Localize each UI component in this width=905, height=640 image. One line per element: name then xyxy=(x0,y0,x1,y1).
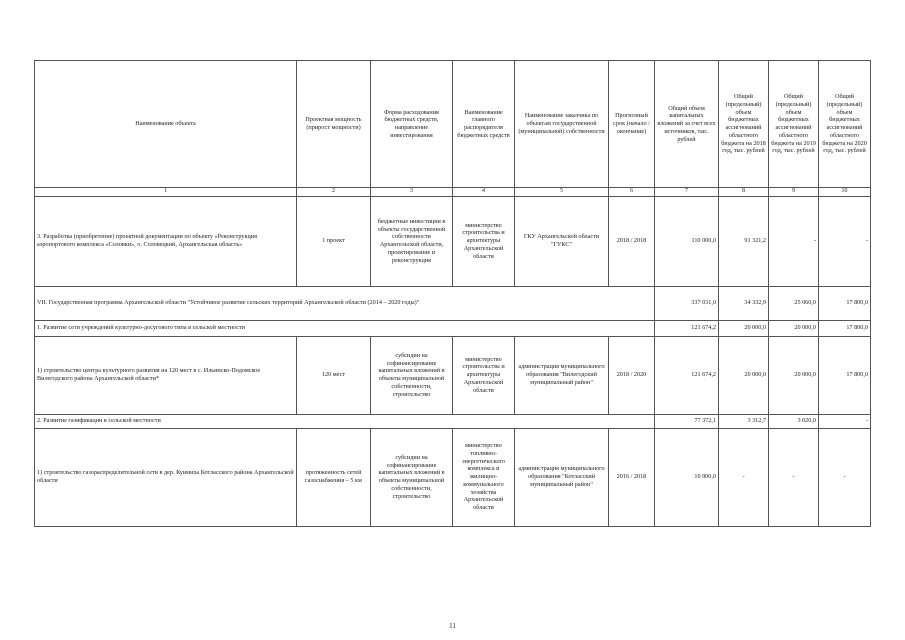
object-2018: 20 000,0 xyxy=(719,336,769,414)
header-total: Общий объем капитальных вложений за счет всех источников, тыс. рублей xyxy=(655,61,719,188)
object-2020: - xyxy=(819,196,871,286)
culture-2020: 17 800,0 xyxy=(819,320,871,336)
object-2018: - xyxy=(719,428,769,526)
header-2018: Общий (предельный) объем бюджетных ассигнований областного бюджета на 2018 год, тыс. рублей xyxy=(719,61,769,188)
program-2020: 17 800,0 xyxy=(819,286,871,320)
column-number: 4 xyxy=(453,188,515,197)
object-total: 110 000,0 xyxy=(655,196,719,286)
object-recipient: министерство строительства и архитектуры Архангельской области xyxy=(453,336,515,414)
program-2018: 34 332,9 xyxy=(719,286,769,320)
gas-total: 77 372,1 xyxy=(655,414,719,428)
object-recipient: министерство строительства и архитектуры Архангельской области xyxy=(453,196,515,286)
object-customer: администрация муниципального образования "Котласский муниципальный район" xyxy=(515,428,609,526)
culture-section-name: 1. Развитие сети учреждений культурно-досугового типа в сельской местности xyxy=(35,320,655,336)
page-number: 11 xyxy=(449,622,456,630)
object-capacity: протяженность сетей газоснабжения – 5 км xyxy=(297,428,371,526)
header-capacity: Проектная мощность (прирост мощности) xyxy=(297,61,371,188)
header-2020: Общий (предельный) объем бюджетных ассигнований областного бюджета на 2020 год, тыс. рублей xyxy=(819,61,871,188)
column-number: 1 xyxy=(35,188,297,197)
object-recipient: министерство топливно-энергетического комплекса и жилищно-коммунального хозяйства Архангельской области xyxy=(453,428,515,526)
object-form: субсидии на софинансирование капитальных вложений в объекты муниципальной собственности, строительство xyxy=(371,428,453,526)
object-customer: ГКУ Архангельской области "ГУКС" xyxy=(515,196,609,286)
column-number: 3 xyxy=(371,188,453,197)
investment-table xyxy=(34,60,871,527)
header-recipient: Наименование главного распорядителя бюджетных средств xyxy=(453,61,515,188)
gas-section-name: 2. Развитие газификации в сельской местности xyxy=(35,414,655,428)
section-row xyxy=(35,320,871,336)
header-customer: Наименование заказчика по объектам государственной (муниципальной) собственности xyxy=(515,61,609,188)
object-name: 1) строительство центра культурного развития на 120 мест в с. Ильинско-Подомское Вилегодского района Архангельской области* xyxy=(35,336,297,414)
object-capacity: 1 проект xyxy=(297,196,371,286)
gas-2018: 3 312,7 xyxy=(719,414,769,428)
column-number-row xyxy=(35,188,871,197)
object-2020: 17 800,0 xyxy=(819,336,871,414)
column-number: 6 xyxy=(609,188,655,197)
object-term: 2016 / 2018 xyxy=(609,428,655,526)
culture-2018: 20 000,0 xyxy=(719,320,769,336)
column-number: 5 xyxy=(515,188,609,197)
object-2019: - xyxy=(769,428,819,526)
object-term: 2018 / 2020 xyxy=(609,336,655,414)
object-form: бюджетные инвестиции в объекты государственной собственности Архангельской области, проектирование и реконструкция xyxy=(371,196,453,286)
object-term: 2018 / 2018 xyxy=(609,196,655,286)
object-2019: - xyxy=(769,196,819,286)
table-row xyxy=(35,196,871,286)
header-form: Форма расходования бюджетных средств, направление инвестирования xyxy=(371,61,453,188)
gas-2019: 3 020,0 xyxy=(769,414,819,428)
program-2019: 25 060,0 xyxy=(769,286,819,320)
object-total: 10 900,0 xyxy=(655,428,719,526)
culture-2019: 20 000,0 xyxy=(769,320,819,336)
object-form: субсидии на софинансирование капитальных вложений в объекты муниципальной собственности, строительство xyxy=(371,336,453,414)
column-number: 2 xyxy=(297,188,371,197)
object-total: 121 674,2 xyxy=(655,336,719,414)
column-number: 10 xyxy=(819,188,871,197)
header-name: Наименование объекта xyxy=(35,61,297,188)
section-row xyxy=(35,414,871,428)
object-2018: 91 321,2 xyxy=(719,196,769,286)
table-row xyxy=(35,336,871,414)
culture-total: 121 674,2 xyxy=(655,320,719,336)
table-row xyxy=(35,428,871,526)
program-name: VII. Государственная программа Архангельской области "Устойчивое развитие сельских территорий Архангельской области (2014 – 2020 годы)" xyxy=(35,286,655,320)
object-capacity: 120 мест xyxy=(297,336,371,414)
object-2020: - xyxy=(819,428,871,526)
program-total: 337 031,0 xyxy=(655,286,719,320)
header-2019: Общий (предельный) объем бюджетных ассигнований областного бюджета на 2019 год, тыс. рублей xyxy=(769,61,819,188)
header-term: Прогнозный срок (начало / окончание) xyxy=(609,61,655,188)
column-number: 7 xyxy=(655,188,719,197)
table-header-row xyxy=(35,61,871,188)
object-name: 1) строительство газораспределительной сети в дер. Куимиха Котласского района Архангельской области xyxy=(35,428,297,526)
section-row xyxy=(35,286,871,320)
column-number: 8 xyxy=(719,188,769,197)
object-customer: администрация муниципального образования "Вилегодский муниципальный район" xyxy=(515,336,609,414)
object-name: 3. Разработка (приобретение) проектной документации по объекту «Реконструкция аэропортового комплекса «Соловки», о. Соловецкий, Архангельская область» xyxy=(35,196,297,286)
column-number: 9 xyxy=(769,188,819,197)
object-2019: 20 000,0 xyxy=(769,336,819,414)
gas-2020: - xyxy=(819,414,871,428)
